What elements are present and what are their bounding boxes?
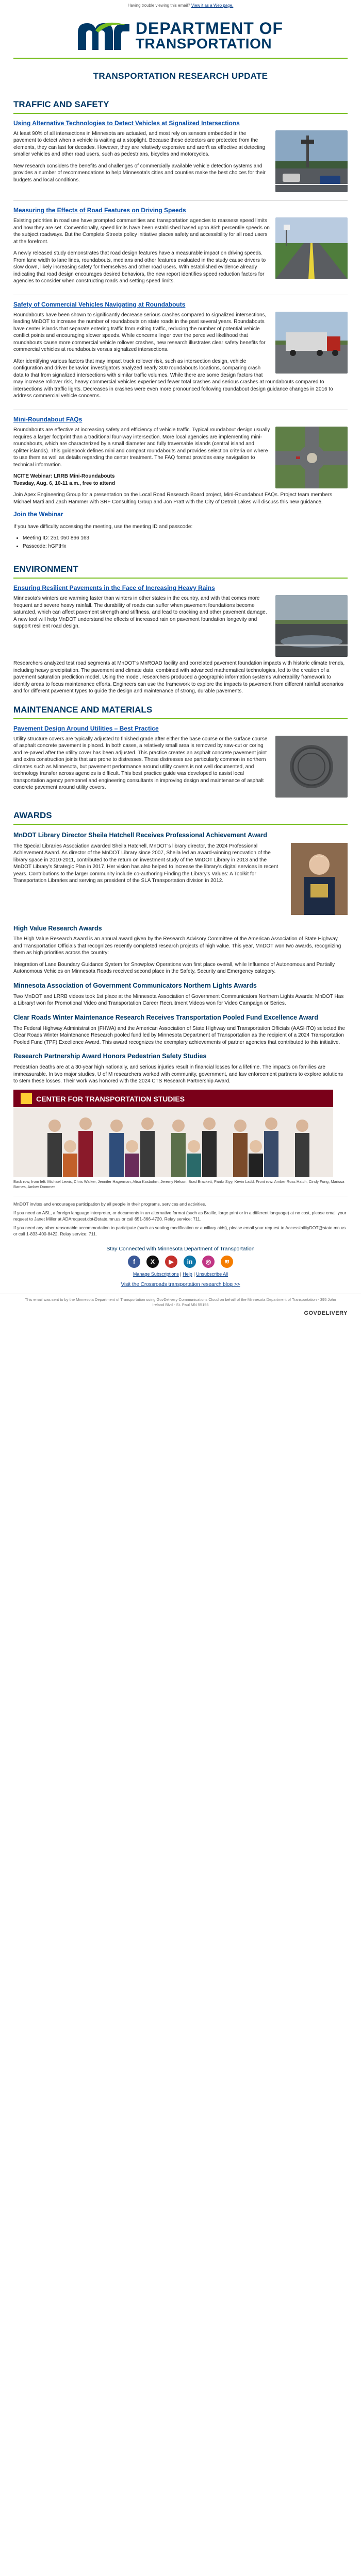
- article-link-utilities[interactable]: Pavement Design Around Utilities – Best Practice: [13, 724, 159, 732]
- top-note: [0, 0, 361, 10]
- article-link-mini-roundabout[interactable]: Mini-Roundabout FAQs: [13, 415, 83, 423]
- group-photo: [13, 1090, 333, 1177]
- unsubscribe-all-link[interactable]: Unsubscribe All: [196, 1272, 228, 1277]
- logo-line-1: DEPARTMENT OF: [135, 19, 284, 38]
- social-links: [13, 1256, 348, 1268]
- article-link-roundabouts-commercial[interactable]: Safety of Commercial Vehicles Navigating at Roundabouts: [13, 300, 186, 308]
- header-green-bar: [13, 58, 348, 59]
- divider: [13, 200, 348, 201]
- newsletter-title: TRANSPORTATION RESEARCH UPDATE: [93, 71, 268, 81]
- paragraph: Researchers analyzed test road segments at MnDOT's MnROAD facility and correlated pavement foundation impacts with historic climate trends, including heavy precipitation. The pavement and climate data, combined with advanced mathematical technologies, led to the creation of a pavement saturation prediction model. Using the model, researchers produced a geographic information systems vulnerability framework to identify areas to focus maintenance efforts. Engineers can use the framework to explore the impacts to pavement from different rainfall scenarios and for different pavement types to guide the design and maintenance of strong, durable pavements.: [13, 660, 345, 694]
- award-title: Clear Roads Winter Maintenance Research Receives Transportation Pooled Fund Excellence Award: [13, 1013, 319, 1021]
- group-photo-banner: CENTER FOR TRANSPORTATION STUDIES: [36, 1094, 185, 1103]
- crossroads-blog-link[interactable]: Visit the Crossroads transportation research blog >>: [121, 1282, 240, 1288]
- traffic-safety-heading: TRAFFIC AND SAFETY: [13, 99, 109, 109]
- sheila-photo: [291, 843, 348, 915]
- paragraph: New research considers the benefits and challenges of commercially available vehicle detection systems and provides a number of recommendations to help Minnesota's cities and counties make the best choices for their budgets and local conditions.: [13, 163, 266, 183]
- rss-icon[interactable]: ≋: [221, 1256, 233, 1268]
- mndot-logo[interactable]: [78, 20, 283, 52]
- mndot-logo-icon: [78, 21, 129, 50]
- web-page-link[interactable]: View it as a Web page.: [191, 3, 234, 8]
- paragraph: If you need any other reasonable accommodation to participate (such as seating modification or auxiliary aids), please email your request to AccessibilityDOT@state.mn.us or call 1-833-400-8422. Relay service: 711.: [13, 1225, 346, 1236]
- section-rule: [13, 718, 348, 719]
- paragraph: Roundabouts have been shown to significantly decrease serious crashes compared to signalized intersections, leading MnDOT to increase the number of roundabouts on state roads in the past several years. Roundabouts have center islands that separate entering traffic from exiting traffic, reducing the number of potential vehicle conflict points and encouraging slower speeds. While concerns linger over the perceived likelihood that roundabouts cause more commercial vehicle rollover crashes, new research illustrates clear safety benefits for commercial vehicles at roundabouts versus signalized intersections.: [13, 312, 267, 353]
- instagram-icon[interactable]: ◎: [202, 1256, 215, 1268]
- paragraph: MnDOT invites and encourages participation by all people in their programs, services and activities.: [13, 1201, 206, 1207]
- logo-line-2: TRANSPORTATION: [135, 36, 272, 52]
- award-title: Minnesota Association of Government Communicators Northern Lights Awards: [13, 981, 257, 989]
- meeting-info-list: [23, 535, 348, 550]
- legal-text: This email was sent to by the Minnesota Department of Transportation using GovDelivery Communications Cloud on behalf of the Minnesota Department of Transportation - 395 John Ireland Blvd - St. Paul MN 55155: [0, 1294, 361, 1310]
- paragraph: Utility structure covers are typically adjusted to finished grade after either the base course or the surface course of asphalt concrete pavement is placed. In both cases, a relatively small area is removed by saw-cut or coring and re-paved after the utility cover has been adjusted. This practice creates an asphalt concrete pavement joint and extra construction joints that are prone to distresses. These distresses are particularly common in northern climates such as Minnesota, but pavement performance around utility covers is not well documented, and technology transfer across agencies is difficult. This best practice guide was developed to assist local transportation agency personnel and engineering consultants in improving design and maintenance of asphalt concrete pavement around utility covers.: [13, 736, 268, 791]
- paragraph: The Federal Highway Administration (FHWA) and the American Association of State Highway and Transportation Officials (AASHTO) selected the Clear Roads Winter Maintenance Research pooled fund led by Minnesota Department of Transportation as the recipient of a 2024 Transportation Pooled Fund (TPF) Excellence Award. This award recognizes the exemplary achievements of partner agencies that contributed to this initiative.: [13, 1025, 345, 1045]
- paragraph: Minnesota's winters are warming faster than winters in other states in the country, and with that comes more frequent and severe heavy rainfall. The durability of roads can suffer when pavement foundations become saturated, which can affect pavement strength and stiffness, and lead to cracking and other pavement damage. A new tool will help MnDOT understand the effects of increased rain on pavement foundation longevity and support resilient road design.: [13, 596, 267, 630]
- webinar-date: Tuesday, Aug. 6, 10-11 a.m., free to attend: [13, 480, 116, 486]
- truck-image-icon: [275, 312, 348, 374]
- passcode: • Passcode: hGPtHx: [23, 543, 348, 550]
- intersection-photo: [275, 130, 348, 192]
- mini-roundabout-photo: [275, 427, 348, 488]
- linkedin-icon[interactable]: in: [184, 1256, 196, 1268]
- truck-photo: [275, 312, 348, 374]
- subscription-links: Manage Subscriptions | Help | Unsubscribe All: [133, 1272, 228, 1277]
- paragraph: Roundabouts are effective at increasing safety and efficiency of vehicle traffic. Typical roundabout design usually requires a larger footprint than a traditional four-way intersection. More local agencies are implementing mini-roundabouts, which are characterized by a small diameter and fully traversable islands (central island and splitter islands). This guidebook defines mini and compact roundabouts and provides selection criteria on where to use them as well as details regarding the center treatment. The FAQ format provides easy navigation to technical information.: [13, 427, 270, 468]
- award-title: MnDOT Library Director Sheila Hatchell Receives Professional Achievement Award: [13, 831, 268, 839]
- paragraph: Existing priorities in road use have prompted communities and transportation agencies to reassess speed limits and how they are set. Conventionally, speed limits have been established based upon 85th percentile speeds on the subject roadways. But the Complete Streets policy initiative places safety and accessibility for all road users at the forefront.: [13, 218, 270, 245]
- maintenance-heading: MAINTENANCE AND MATERIALS: [13, 704, 153, 715]
- awards-heading: AWARDS: [13, 810, 52, 820]
- top-note-text: Having trouble viewing this email?: [127, 3, 190, 8]
- content: [0, 99, 361, 1289]
- paragraph: Join Apex Engineering Group for a presentation on the Local Road Research Board project, Mini-Roundabout FAQs. Project team members Michael Marti and Zach Hammer with SRF Consulting Group and Jon Pratt with the City of Detroit Lakes will discuss this new guidance.: [13, 492, 333, 505]
- paragraph: After identifying various factors that may impact truck rollover risk, such as intersection design, vehicle configuration and driver behavior, investigators analyzed nearly 300 roundabouts locations, comparing crash data to that from signalized intersections with similar traffic volumes. While there are some design factors that may increase rollover risk, heavy commercial vehicles experienced fewer total crashes and serious crashes at roundabouts compared to intersections with traffic lights. Decreases in crashes were even more pronounced following roundabout design guidance changes in 2016 to address commercial vehicle concerns.: [13, 358, 333, 399]
- meeting-id: • Meeting ID: 251 050 866 163: [23, 535, 348, 542]
- govdelivery-logo: GOVDELIVERY: [304, 1310, 348, 1317]
- x-icon[interactable]: X: [146, 1256, 159, 1268]
- road-photo: [275, 217, 348, 279]
- section-rule: [13, 113, 348, 114]
- article-link-road-features[interactable]: Measuring the Effects of Road Features on Driving Speeds: [13, 206, 186, 214]
- environment-heading: ENVIRONMENT: [13, 564, 78, 574]
- group-image-icon: [13, 1090, 333, 1177]
- paragraph: Two MnDOT and LRRB videos took 1st place at the Minnesota Association of Government Communicators Northern Lights Awards: MnDOT Has a Library! won for Promotional Video and Transportation Career Recruitment Videos won for Video Campaign or Series.: [13, 993, 344, 1007]
- manhole-image-icon: [275, 736, 348, 798]
- award-title: High Value Research Awards: [13, 924, 102, 932]
- paragraph: The High Value Research Award is an annual award given by the Research Advisory Committee of the American Association of State Highway and Transportation Officials that recognizes recently completed research projects of high value. This year, MnDOT won two awards, recognizing them as high priorities across the country:: [13, 936, 341, 956]
- person-image-icon: [291, 843, 348, 915]
- paragraph: If you need an ASL, a foreign language interpreter, or documents in an alternative format (such as Braille, large print or in a different language) at no cost, please email your request to Janet Miller at ADArequest.dot@state.mn.us or call 651-366-4720. Relay service: 711.: [13, 1210, 347, 1222]
- manage-subscriptions-link[interactable]: Manage Subscriptions: [133, 1272, 179, 1277]
- header: [0, 10, 361, 64]
- wet-road-photo: [275, 595, 348, 657]
- paragraph: If you have difficulty accessing the meeting, use the meeting ID and passcode:: [13, 523, 193, 530]
- section-rule: [13, 824, 348, 825]
- road-image-icon: [275, 217, 348, 279]
- paragraph: A newly released study demonstrates that road design features have a measurable impact on driving speeds. From lane width to lane lines, roundabouts, medians and other features evaluated in the study cause drivers to slow down, likely increasing safety for themselves and other road users. With established evidence already indicating that road design encourages desired behaviors, the new report identifies speed reduction factors for agencies to consider when constructing roads and setting speed limits.: [13, 250, 266, 284]
- paragraph: At least 90% of all intersections in Minnesota are actuated, and most rely on sensors embedded in the pavement to detect when a vehicle is waiting at a stoplight. Because these detectors are protected from the elements, they can last for decades. However, they are relatively expensive and aren't as effective at detecting smaller vehicles and other road users, such as pedestrians, bicycles and motorcycles.: [13, 130, 266, 158]
- roundabout-image-icon: [275, 427, 348, 488]
- article-link-resilient-pavements[interactable]: Ensuring Resilient Pavements in the Face of Increasing Heavy Rains: [13, 584, 215, 591]
- stay-connected: Stay Connected with Minnesota Department of Transportation: [106, 1246, 255, 1252]
- join-webinar-link[interactable]: Join the Webinar: [13, 511, 63, 518]
- intersection-image-icon: [275, 130, 348, 192]
- webinar-title: NCITE Webinar: LRRB Mini-Roundabouts: [13, 473, 115, 479]
- award-title: Research Partnership Award Honors Pedestrian Safety Studies: [13, 1053, 207, 1060]
- facebook-icon[interactable]: f: [128, 1256, 140, 1268]
- paragraph: Pedestrian deaths are at a 30-year high nationally, and serious injuries result in financial losses for a lifetime. The impacts on families are immeasurable. In two major studies, U of M researchers worked with community, government, and law enforcement partners to explore solutions to stem these losses. Their work was honored with the 2024 CTS Research Partnership Award.: [13, 1064, 343, 1084]
- section-rule: [13, 578, 348, 579]
- paragraph: The Special Libraries Association awarded Sheila Hatchell, MnDOT's library director, the 2024 Professional Achievement Award. As director of the MnDOT Library since 2007, Sheila led an award-winning renovation of the library space in 2010-2011, contributed to the return on investment study of the MnDOT Library in 2013 and the MnDOT Library's Strategic Plan in 2017. Her vision has also helped to increase the library's digital services in recent years. Contributions to the larger community include co-authoring Finding the Library's Values: A Toolkit for Transportation Libraries and serving as president of the SLA Transportation division in 2012.: [13, 843, 278, 884]
- paragraph: Integration of Lane Boundary Guidance System for Snowplow Operations won first place overall, while Influence of Autonomous and Partially Autonomous Vehicles on Minnesota Roads received second place in the Safety, Security and Emergency category.: [13, 961, 335, 975]
- accessibility-note: [13, 1201, 348, 1237]
- article-link-vehicle-detection[interactable]: Using Alternative Technologies to Detect Vehicles at Signalized Intersections: [13, 119, 240, 127]
- manhole-photo: [275, 736, 348, 798]
- wet-road-image-icon: [275, 595, 348, 657]
- logo-text: [136, 20, 283, 52]
- photo-caption: Back row, from left: Michael Lewis, Chris Walker, Jennifer Hagerman, Alisa Kasbohm, Jeremy Nelson, Brad Brackett, Pankr Siyy, Kevin Ladd. Front row: Amber Ross Hatch, Cindy Fong, Marissa Barnes, Amber Dommer: [13, 1179, 344, 1189]
- help-link[interactable]: Help: [183, 1272, 192, 1277]
- youtube-icon[interactable]: ▶: [165, 1256, 177, 1268]
